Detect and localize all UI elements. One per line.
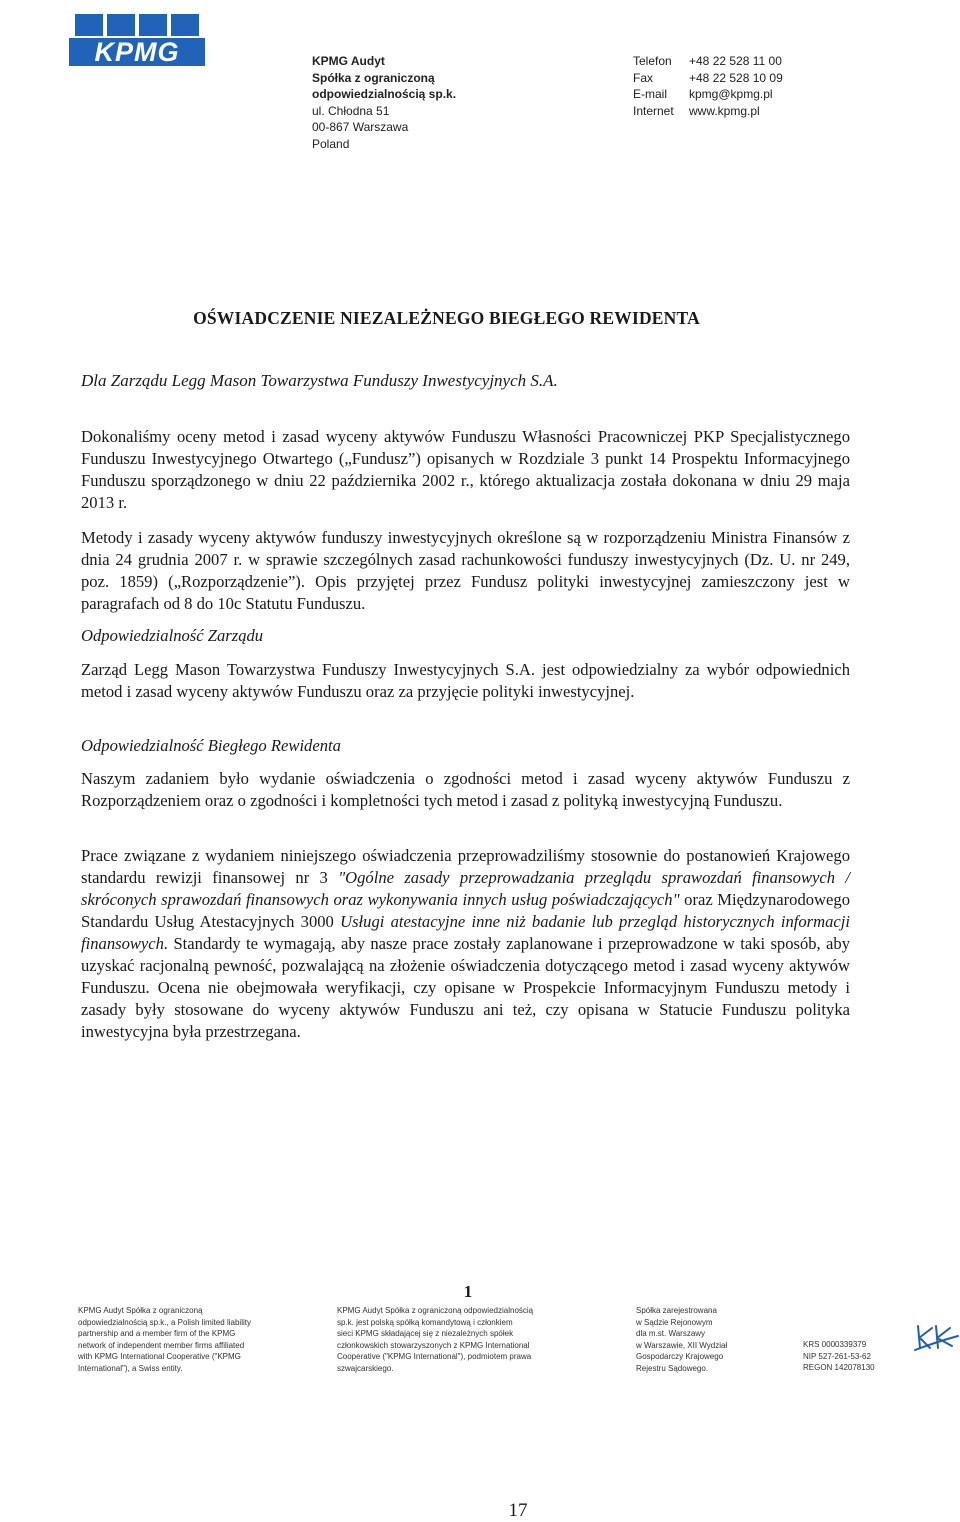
contact-label: Telefon bbox=[633, 54, 672, 68]
standard-name: Usługi atestacyjne inne niż badanie lub przegląd historycznych informacji finansowych. bbox=[81, 912, 850, 953]
paragraph-methods: Metody i zasady wyceny aktywów funduszy inwestycyjnych określone są w rozporządzeniu Ministra Finansów z dnia 24 grudnia 2007 r. w sprawie szczególnych zasad rachunkowości funduszy inwestycyjnych (Dz. U. nr 249, poz. 1859) („Rozporządzenie”). Opis przyjętej przez Fundusz polityki inwestycyjnej zamieszczony jest w paragrafach od 8 do 10c Statutu Funduszu. bbox=[81, 528, 850, 613]
standard-name: "Ogólne zasady przeprowadzania przeglądu sprawozdań finansowych / skróconych sprawozdań finansowych oraz wykonywania innych usług poświadczających" bbox=[81, 868, 850, 909]
contact-value: +48 22 528 10 09 bbox=[689, 70, 783, 85]
address-line: 00-867 Warszawa bbox=[312, 120, 409, 134]
paragraph-auditor: Naszym zadaniem było wydanie oświadczenia o zgodności metod i zasad wyceny aktywów Funduszu z Rozporządzeniem oraz o zgodności i kompletności tych metod i zasad z polityką inwestycyjną Funduszu. bbox=[81, 769, 850, 810]
text-run: Prace związane z wydaniem niniejszego oświadczenia przeprowadziliśmy stosownie do postanowień Krajowego standardu rewizji finansowej nr 3 bbox=[81, 846, 850, 887]
contact-label: E-mail bbox=[633, 87, 668, 101]
page-number: 17 bbox=[508, 1500, 528, 1521]
footer-legal-polish: KPMG Audyt Spółka z ograniczoną odpowiedzialnością sp.k. jest polską spółką komandytową i członkiem sieci KPMG składającej się z niezależnych spółek członkowskich stowarzyszonych z KPMG International Cooperative ("KPMG International"), podmiotem prawa szwajcarskiego. bbox=[337, 1306, 534, 1373]
contact-row bbox=[633, 86, 783, 103]
contact-row bbox=[633, 53, 783, 70]
footer-registry-numbers: KRS 0000339379 NIP 527-261-53-62 REGON 142078130 bbox=[803, 1340, 875, 1372]
document-title: OŚWIADCZENIE NIEZALEŻNEGO BIEGŁEGO REWIDENTA bbox=[193, 308, 700, 328]
contact-value: +48 22 528 11 00 bbox=[689, 54, 782, 68]
address-line: KPMG Audyt bbox=[312, 54, 385, 68]
section-heading-auditor: Odpowiedzialność Biegłego Rewidenta bbox=[81, 736, 341, 755]
letter-page-marker: 1 bbox=[463, 1282, 473, 1301]
footer-registration: Spółka zarejestrowana w Sądzie Rejonowym dla m.st. Warszawy w Warszawie, XII Wydział Gospodarczy Krajowego Rejestru Sądowego. bbox=[636, 1306, 728, 1373]
handwritten-initials bbox=[912, 1322, 960, 1354]
logo-text: KPMG bbox=[94, 37, 180, 66]
paragraph-management: Zarząd Legg Mason Towarzystwa Funduszy Inwestycyjnych S.A. jest odpowiedzialny za wybór odpowiednich metod i zasad wyceny aktywów Funduszu oraz za przyjęcie polityki inwestycyjnej. bbox=[81, 660, 850, 701]
paragraph-procedures bbox=[81, 845, 850, 1043]
contact-value: kpmg@kpmg.pl bbox=[689, 87, 773, 101]
address-line: odpowiedzialnością sp.k. bbox=[312, 87, 457, 101]
contact-row bbox=[633, 70, 783, 87]
contact-label: Internet bbox=[633, 103, 674, 118]
text-run: Standardy te wymagają, aby nasze prace zostały zaplanowane i przeprowadzone w taki sposób, aby uzyskać racjonalną pewność, pozwalającą na złożenie oświadczenia dotyczącego metod i zasad wyceny aktywów Funduszu. Ocena nie obejmowała weryfikacji, czy opisane w Prospekcie Informacyjnym Funduszu metody i zasady były stosowane do wyceny aktywów Funduszu ani też, czy opisana w Statucie Funduszu polityka inwestycyjna była przestrzegana. bbox=[81, 934, 850, 1041]
contact-row bbox=[633, 103, 783, 120]
address-line: Poland bbox=[312, 136, 350, 151]
address-line: Spółka z ograniczoną bbox=[312, 70, 435, 85]
section-heading-management: Odpowiedzialność Zarządu bbox=[81, 626, 264, 645]
address-line: ul. Chłodna 51 bbox=[312, 103, 390, 118]
contact-label: Fax bbox=[633, 70, 654, 85]
paragraph-intro: Dokonaliśmy oceny metod i zasad wyceny aktywów Funduszu Własności Pracowniczej PKP Specjalistycznego Funduszu Inwestycyjnego Otwartego („Fundusz”) opisanych w Rozdziale 3 punkt 14 Prospektu Informacyjnego Funduszu sporządzonego w dniu 22 października 2002 r., którego aktualizacja została dokonana w dniu 29 maja 2013 r. bbox=[81, 427, 850, 512]
addressee: Dla Zarządu Legg Mason Towarzystwa Funduszy Inwestycyjnych S.A. bbox=[81, 371, 558, 390]
contact-value: www.kpmg.pl bbox=[689, 103, 760, 118]
company-contacts bbox=[633, 53, 783, 119]
kpmg-logo bbox=[69, 14, 205, 66]
text-run: oraz Międzynarodowego Standardu Usług Atestacyjnych 3000 bbox=[81, 890, 850, 931]
company-address bbox=[312, 53, 456, 152]
footer-legal-english: KPMG Audyt Spółka z ograniczoną odpowiedzialnością sp.k., a Polish limited liability partnership and a member firm of the KPMG network of independent member firms affiliated with KPMG International Cooperative ("KPMG International"), a Swiss entity. bbox=[78, 1306, 251, 1373]
